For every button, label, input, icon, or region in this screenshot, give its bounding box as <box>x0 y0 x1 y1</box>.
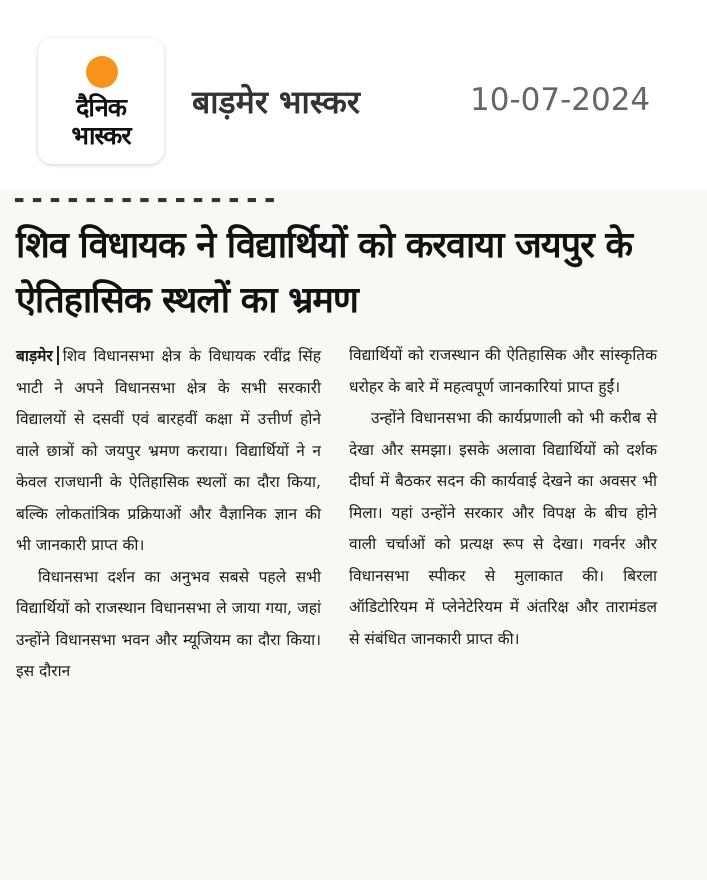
dateline: बाड़मेर <box>16 346 59 365</box>
article-headline: शिव विधायक ने विद्यार्थियों को करवाया जयपुर के ऐतिहासिक स्थलों का भ्रमण <box>16 225 633 321</box>
article-paragraph <box>16 340 321 562</box>
article-paragraph: उन्होंने विधानसभा की कार्यप्रणाली को भी करीब से देखा और समझा। इसके अलावा विद्यार्थियों को दर्शक दीर्घा में बैठकर सदन की कार्यवाई देखने का अवसर भी मिला। यहां उन्होंने सरकार और विपक्ष के बीच होने वाली चर्चाओं को प्रत्यक्ष रूप से देखा। गवर्नर और विधानसभा स्पीकर से मुलाकात की। बिरला ऑडिटोरियम में प्लेनेटेरियम में अंतरिक्ष और तारामंडल से संबंधित जानकारी प्राप्त की। <box>349 409 657 648</box>
clipping-cut-edge: ▬ ▬ ▬ ▬ ▬ ▬ ▬ ▬ ▬ ▬ ▬ ▬ ▬ ▬ ▬ <box>14 193 277 203</box>
dainik-bhaskar-logo[interactable] <box>38 38 164 164</box>
logo-text-bhaskar: भास्कर <box>71 121 131 150</box>
edition-title: बाड़मेर भास्कर <box>192 83 360 121</box>
article-column-left <box>16 340 321 688</box>
article-column-right <box>349 340 657 655</box>
newspaper-clipping <box>0 190 707 880</box>
logo-text-dainik: दैनिक <box>76 93 126 122</box>
sun-icon <box>86 56 118 88</box>
paragraph-text: शिव विधानसभा क्षेत्र के विधायक रवींद्र सिंह भाटी ने अपने विधानसभा क्षेत्र के सभी सरकारी विद्यालयों से दसवीं एवं बारहवीं कक्षा में उत्तीर्ण होने वाले छात्रों को जयपुर भ्रमण कराया। विद्यार्थियों ने न केवल राजधानी के ऐतिहासिक स्थलों का दौरा किया, बल्कि लोकतांत्रिक प्रक्रियाओं और वैज्ञानिक ज्ञान की भी जानकारी प्राप्त की। <box>16 347 321 554</box>
article-paragraph: विद्यार्थियों को राजस्थान की ऐतिहासिक और सांस्कृतिक धरोहर के बारे में महत्वपूर्ण जानकारियां प्राप्त हुईं। <box>349 346 657 396</box>
edition-date: 10-07-2024 <box>470 82 651 118</box>
app-header <box>0 0 707 190</box>
article-paragraph: विधानसभा दर्शन का अनुभव सबसे पहले सभी विद्यार्थियों को राजस्थान विधानसभा ले जाया गया, जहां उन्होंने विधानसभा भवन और म्यूजियम का दौरा किया। इस दौरान <box>16 567 321 680</box>
